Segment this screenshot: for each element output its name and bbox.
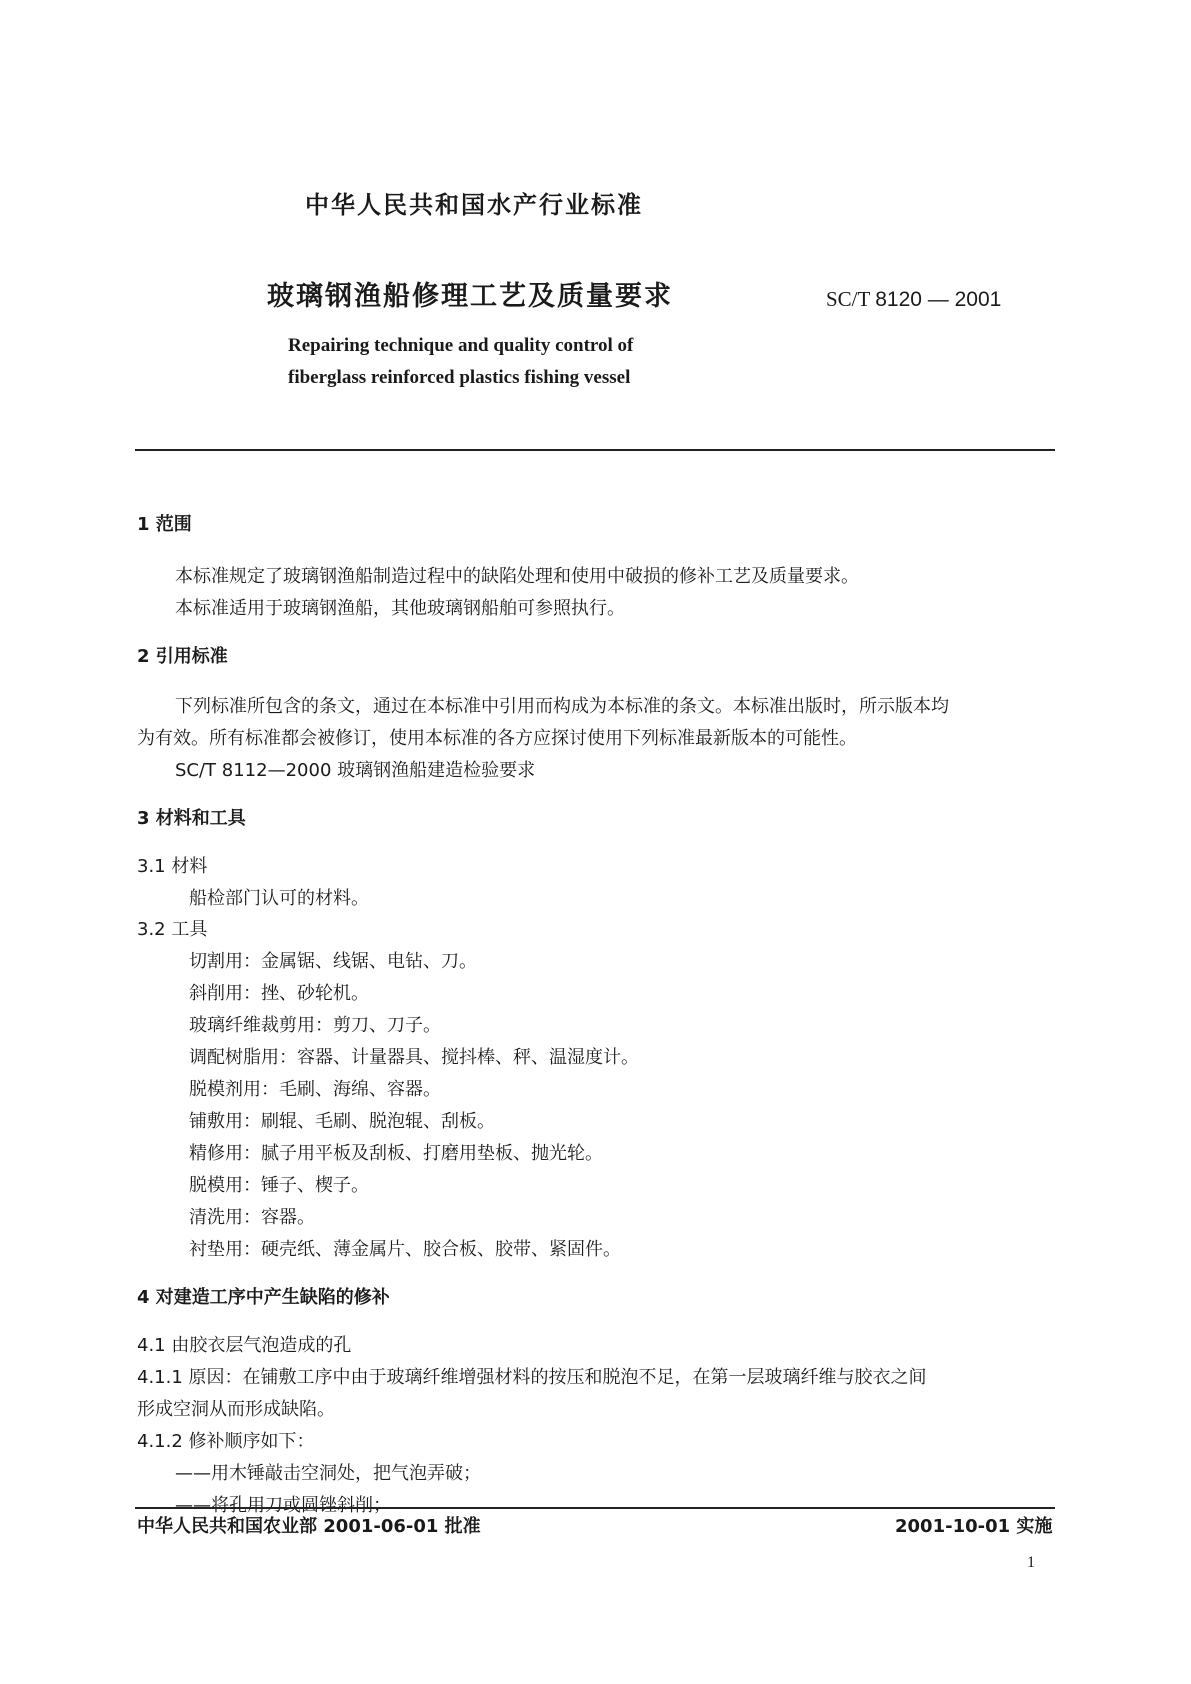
subsection-3-1-text: 船检部门认可的材料。 xyxy=(189,888,369,909)
reference-standard: SC/T 8112—2000 玻璃钢渔船建造检验要求 xyxy=(175,760,536,781)
tool-item: 脱模剂用：毛刷、海绵、容器。 xyxy=(189,1079,441,1100)
section-2-paragraph-line-2: 为有效。所有标准都会被修订，使用本标准的各方应探讨使用下列标准最新版本的可能性。 xyxy=(137,728,857,749)
subsection-3-1-heading: 3.1 材料 xyxy=(137,856,208,877)
approval-date: 中华人民共和国农业部 2001-06-01 批准 xyxy=(137,1516,481,1537)
tool-item: 调配树脂用：容器、计量器具、搅抖棒、秤、温湿度计。 xyxy=(189,1047,639,1068)
english-title-line-1: Repairing technique and quality control of xyxy=(288,335,634,356)
tool-item: 铺敷用：刷辊、毛刷、脱泡辊、刮板。 xyxy=(189,1111,495,1132)
subsection-3-2-heading: 3.2 工具 xyxy=(137,919,208,940)
clause-4-1-2: 4.1.2 修补顺序如下： xyxy=(137,1431,315,1452)
page-number: 1 xyxy=(1027,1554,1035,1571)
clause-4-1-1-line-1: 4.1.1 原因：在铺敷工序中由于玻璃纤维增强材料的按压和脱泡不足，在第一层玻璃纤维与胶衣之间 xyxy=(137,1367,927,1388)
tool-item: 玻璃纤维裁剪用：剪刀、刀子。 xyxy=(189,1015,441,1036)
effective-date: 2001-10-01 实施 xyxy=(895,1516,1053,1537)
standard-prefix: SC/T xyxy=(826,287,870,311)
standard-number: 8120 — 2001 xyxy=(875,288,1002,311)
section-2-heading: 2 引用标准 xyxy=(137,646,228,667)
tool-item: 精修用：腻子用平板及刮板、打磨用垫板、抛光轮。 xyxy=(189,1143,603,1164)
repair-step: ——将孔用刀或圆锉斜削； xyxy=(175,1495,391,1516)
tool-item: 斜削用：挫、砂轮机。 xyxy=(189,983,369,1004)
tool-item: 脱模用：锤子、楔子。 xyxy=(189,1175,369,1196)
clause-4-1-1-line-2: 形成空洞从而形成缺陷。 xyxy=(137,1399,335,1420)
footer-divider xyxy=(135,1507,1055,1509)
section-4-heading: 4 对建造工序中产生缺陷的修补 xyxy=(137,1287,390,1308)
english-title-line-2: fiberglass reinforced plastics fishing vessel xyxy=(288,367,631,388)
repair-step: ——用木锤敲击空洞处，把气泡弄破； xyxy=(175,1463,481,1484)
section-3-heading: 3 材料和工具 xyxy=(137,808,246,829)
section-2-paragraph-line-1: 下列标准所包含的条文，通过在本标准中引用而构成为本标准的条文。本标准出版时，所示版本均 xyxy=(175,696,949,717)
section-1-paragraph-1: 本标准规定了玻璃钢渔船制造过程中的缺陷处理和使用中破损的修补工艺及质量要求。 xyxy=(175,566,859,587)
section-1-paragraph-2: 本标准适用于玻璃钢渔船，其他玻璃钢船舶可参照执行。 xyxy=(175,598,625,619)
header-divider xyxy=(135,449,1055,451)
publisher-title: 中华人民共和国水产行业标准 xyxy=(305,191,643,219)
document-title: 玻璃钢渔船修理工艺及质量要求 xyxy=(267,281,673,312)
tool-item: 衬垫用：硬壳纸、薄金属片、胶合板、胶带、紧固件。 xyxy=(189,1239,621,1260)
standard-code xyxy=(826,287,1001,312)
tool-item: 切割用：金属锯、线锯、电钻、刀。 xyxy=(189,951,477,972)
section-1-heading: 1 范围 xyxy=(137,514,192,535)
subsection-4-1-heading: 4.1 由胶衣层气泡造成的孔 xyxy=(137,1335,352,1356)
tool-item: 清洗用：容器。 xyxy=(189,1207,315,1228)
